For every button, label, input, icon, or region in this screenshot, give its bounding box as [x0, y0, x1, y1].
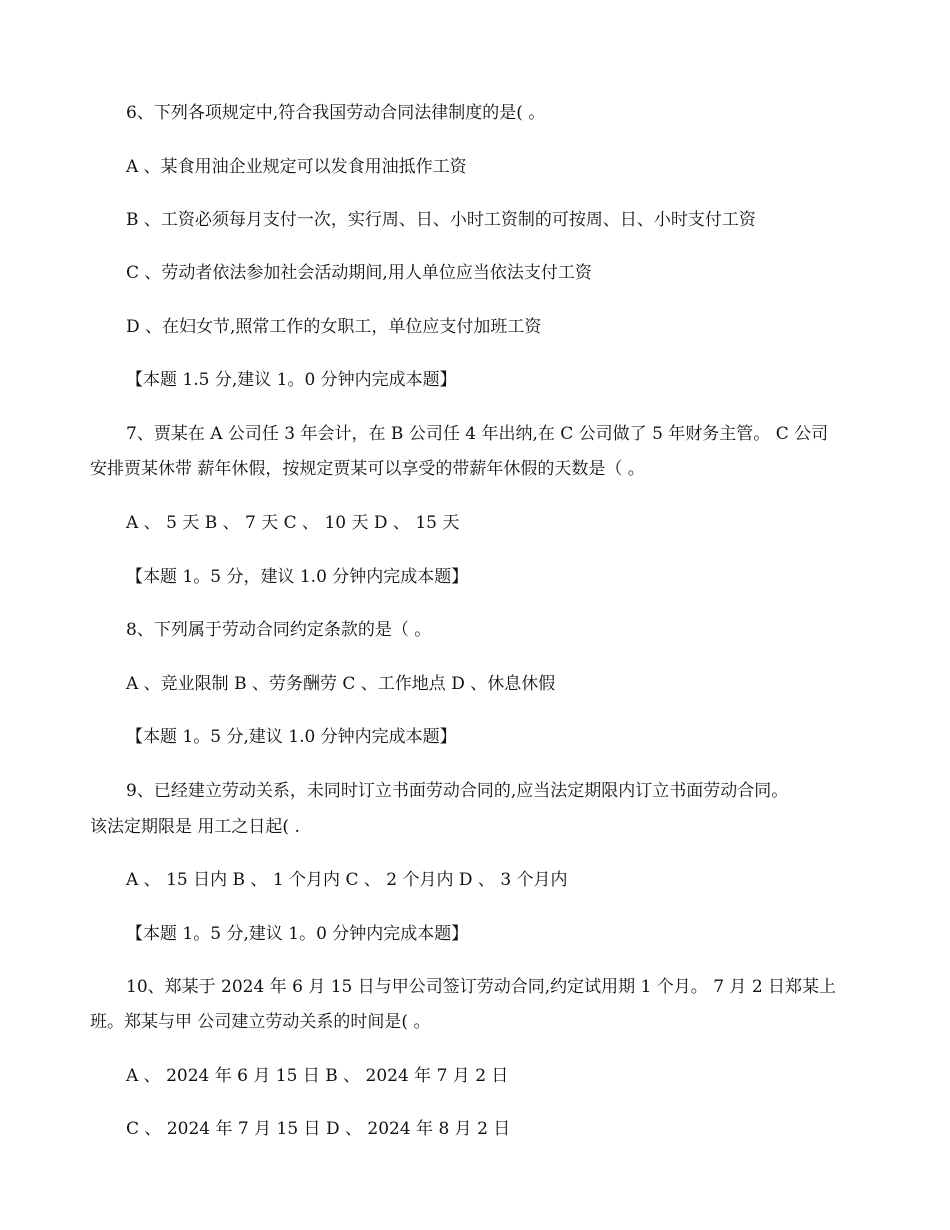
question-10-stem-line-1: 10、郑某于 2024 年 6 月 15 日与甲公司签订劳动合同,约定试用期 1 个月。 7 月 2 日郑某上 [126, 977, 837, 997]
question-6-option-b: B 、工资必须每月支付一次，实行周、日、小时工资制的可按周、日、小时支付工资 [126, 210, 756, 230]
question-6-option-a: A 、某食用油企业规定可以发食用油抵作工资 [126, 157, 467, 177]
question-6-option-d: D 、在妇女节,照常工作的女职工，单位应支付加班工资 [126, 317, 542, 337]
question-6-stem: 6、下列各项规定中,符合我国劳动合同法律制度的是( 。 [126, 103, 546, 123]
question-9-options: A 、 15 日内 B 、 1 个月内 C 、 2 个月内 D 、 3 个月内 [126, 870, 568, 890]
question-10-options-line-2: C 、 2024 年 7 月 15 日 D 、 2024 年 8 月 2 日 [126, 1119, 511, 1139]
question-7-options: A 、 5 天 B 、 7 天 C 、 10 天 D 、 15 天 [126, 513, 460, 533]
question-8-stem: 8、下列属于劳动合同约定条款的是（ 。 [126, 620, 432, 640]
question-9-score-note: 【本题 1。5 分,建议 1。0 分钟内完成本题】 [126, 924, 469, 944]
question-6-option-c: C 、劳动者依法参加社会活动期间,用人单位应当依法支付工资 [126, 263, 592, 283]
question-7-score-note: 【本题 1。5 分，建议 1.0 分钟内完成本题】 [126, 567, 469, 587]
question-7-stem-line-2: 安排贾某休带 薪年休假，按规定贾某可以享受的带薪年休假的天数是（ 。 [90, 459, 645, 479]
question-8-options: A 、竞业限制 B 、劳务酬劳 C 、工作地点 D 、休息休假 [126, 674, 556, 694]
question-6-score-note: 【本题 1.5 分,建议 1。0 分钟内完成本题】 [126, 370, 457, 390]
question-9-stem-line-1: 9、已经建立劳动关系，未同时订立书面劳动合同的,应当法定期限内订立书面劳动合同。 [126, 781, 789, 801]
question-10-options-line-1: A 、 2024 年 6 月 15 日 B 、 2024 年 7 月 2 日 [126, 1066, 509, 1086]
question-7-stem-line-1: 7、贾某在 A 公司任 3 年会计，在 B 公司任 4 年出纳,在 C 公司做了 5 年财务主管。 C 公司 [126, 424, 829, 444]
question-10-stem-line-2: 班。郑某与甲 公司建立劳动关系的时间是( 。 [90, 1012, 431, 1032]
question-8-score-note: 【本题 1。5 分,建议 1.0 分钟内完成本题】 [126, 727, 457, 747]
question-9-stem-line-2: 该法定期限是 用工之日起( . [90, 817, 300, 837]
